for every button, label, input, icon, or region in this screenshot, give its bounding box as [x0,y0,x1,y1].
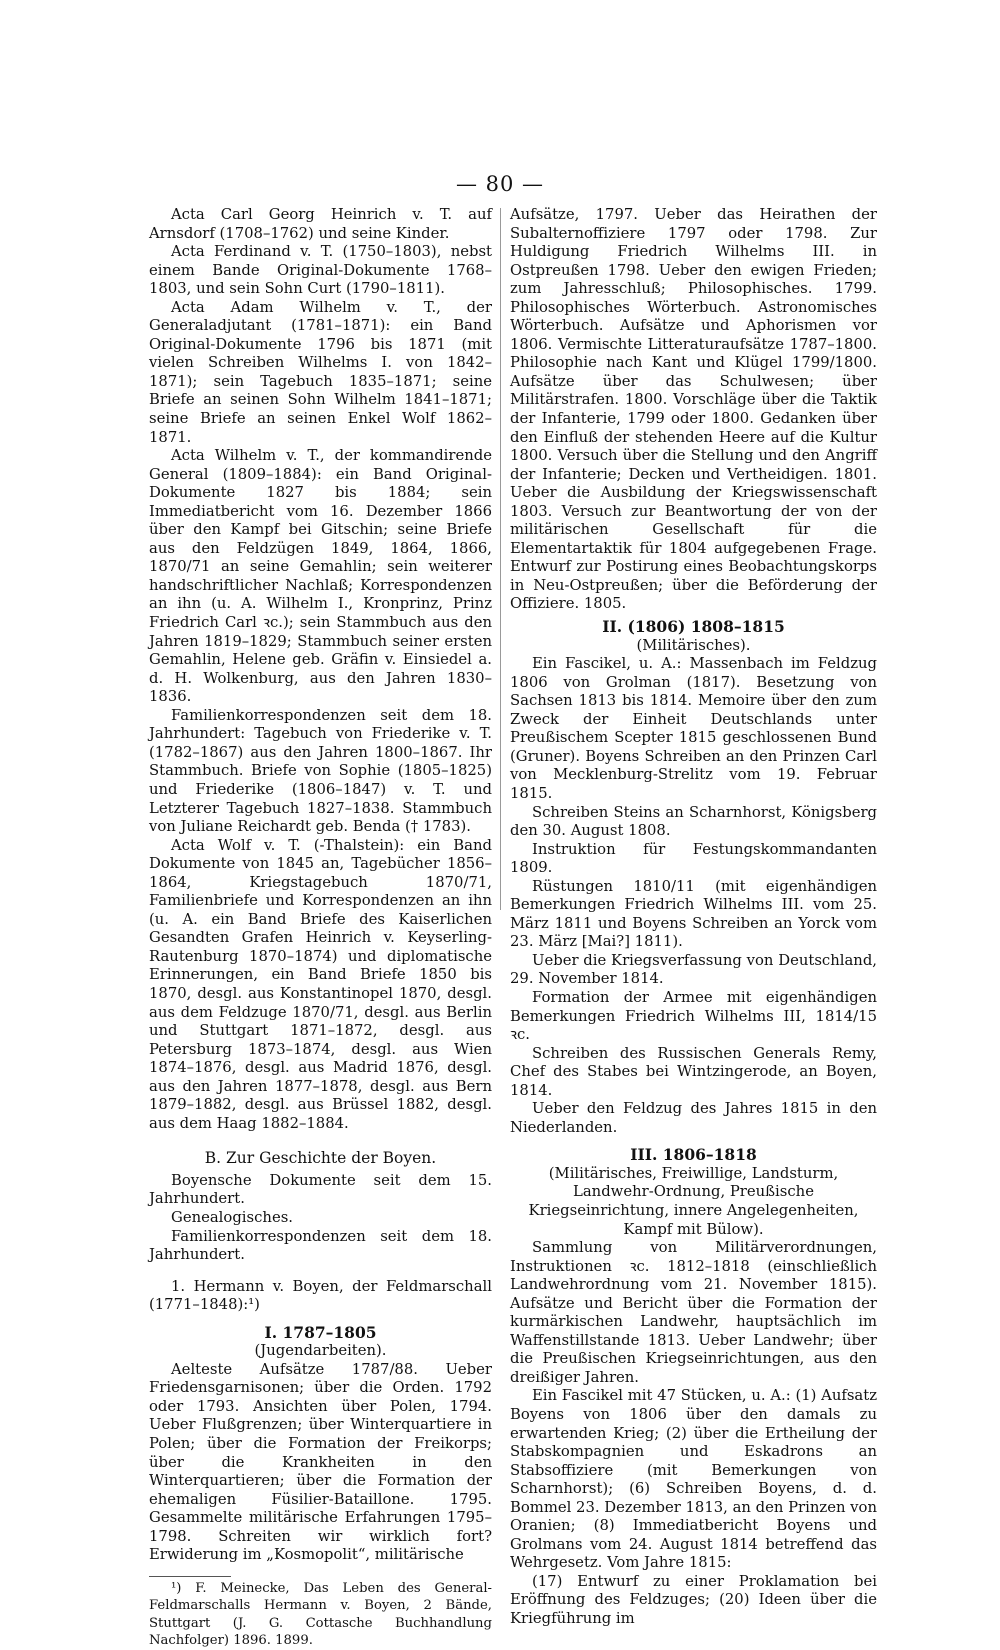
entry-adam-wilhelm: Acta Adam Wilhelm v. T., der Generaladjutant (1781–1871): ein Band Original-Dokumente 1796 bis 1871 (mit vielen Schreiben Wilhelms I. von 1842–1871); sein Tagebuch 1835–1871; seine Briefe an seinen Sohn Wilhelm 1841–1871; seine Briefe an seinen Enkel Wolf 1862–1871. [149,298,492,446]
entry-armaments: Rüstungen 1810/11 (mit eigenhändigen Bemerkungen Friedrich Wilhelms III. vom 25. März 1811 und Boyens Schreiben an Yorck vom 23. März [Mai?] 1811). [510,877,877,951]
section-heading-iii: III. 1806–1818 [630,1145,757,1165]
section-subheading-i: (Jugendarbeiten). [254,1342,387,1360]
entry-army-formation: Formation der Armee mit eigenhändigen Bemerkungen Friedrich Wilhelms III, 1814/15 ꝛc. [510,988,877,1044]
section-heading-ii: II. (1806) 1808–1815 [602,617,785,637]
entry-war-constitution: Ueber die Kriegsverfassung von Deutschland, 29. November 1814. [510,951,877,988]
entry-campaign-1815: Ueber den Feldzug des Jahres 1815 in den Niederlanden. [510,1100,877,1136]
section-subheading-ii: (Militärisches). [636,636,751,654]
entry-regulations: Sammlung von Militärverordnungen, Instruktionen ꝛc. 1812–1818 (einschließlich Landwehrordnung vom 21. November 1815). Aufsätze und Bericht über die Formation der kurmärkischen Landwehr, hauptsächlich im Waffenstillstande 1813. Ueber Landwehr; über die Preußischen Kriegseinrichtungen, aus den dreißiger Jahren. [510,1239,877,1386]
entry-fortress-instruction: Instruktion für Festungskommandanten 1809. [510,840,877,877]
entry-wilhelm-general: Acta Wilhelm v. T., der kommandirende General (1809–1884): ein Band Original-Dokumente 1827 bis 1884; sein Immediatbericht vom 16. Dezember 1866 über den Kampf bei Gitschin; seine Briefe aus den Feldzügen 1849, 1864, 1866, 1870/71 an seine Gemahlin; sein weiterer handschriftlicher Nachlaß; Korrespondenzen an ihn (u. A. Wilhelm I., Kronprinz, Prinz Friedrich Carl ꝛc.); sein Stammbuch aus den Jahren 1819–1829; Stammbuch seiner ersten Gemahlin, Helene geb. Gräfin v. Einsiedel a. d. H. Wolkenburg, aus den Jahren 1830–1836. [149,447,492,706]
b-item: Familienkorrespondenzen seit dem 18. Jahrhundert. [149,1227,492,1264]
entry-proclamation: (17) Entwurf zu einer Proklamation bei Eröffnung des Feldzuges; (20) Ideen über die Kriegführung im [510,1572,877,1628]
b-item: Boyensche Dokumente seit dem 15. Jahrhundert. [149,1171,492,1208]
b-item: Genealogisches. [171,1208,293,1226]
entry-remy-letter: Schreiben des Russischen Generals Remy, Chef des Stabes bei Wintzingerode, an Boyen, 1814. [510,1044,877,1099]
entry-fascicle-military: Ein Fascikel, u. A.: Massenbach im Feldzug 1806 von Grolman (1817). Besetzung von Sachsen 1813 bis 1814. Memoire über den zum Zweck der Einheit Deutschlands unter Preußischem Scepter 1815 geschlossenen Bund (Gruner). Boyens Schreiben an den Prinzen Carl von Mecklenburg-Strelitz vom 19. Februar 1815. [510,655,877,802]
right-column [510,206,877,1629]
page-number: — 80 — [455,172,545,196]
entry-fascicle-47: Ein Fascikel mit 47 Stücken, u. A.: (1) Aufsatz Boyens von 1806 über den damals zu erwartenden Krieg; (2) über die Ertheilung der Stabskompagnien und Eskadrons an Stabsoffiziere (mit Bemerkungen von Scharnhorst); (6) Schreiben Boyens, d. d. Bommel 23. Dezember 1813, an den Prinzen von Oranien; (8) Immediatbericht Boyens und Grolmans vom 24. August 1814 betreffend das Wehrgesetz. Vom Jahre 1815: [510,1387,877,1572]
left-column [149,206,492,1650]
entry-wolf: Acta Wolf v. T. (-Thalstein): ein Band Dokumente von 1845 an, Tagebücher 1856–1864, Kriegstagebuch 1870/71, Familienbriefe und Korrespondenzen an ihn (u. A. ein Band Briefe des Kaiserlichen Gesandten Grafen Heinrich v. Keyserling-Rautenburg 1870–1874) und diplomatische Erinnerungen, ein Band Briefe 1850 bis 1870, desgl. aus Konstantinopel 1870, desgl. aus dem Feldzuge 1870/71, desgl. aus Berlin und Stuttgart 1871–1872, desgl. aus Petersburg 1873–1874, desgl. aus Wien 1874–1876, desgl. aus Madrid 1876, desgl. aus den Jahren 1877–1878, desgl. aus Bern 1879–1882, desgl. aus Brüssel 1882, desgl. aus dem Haag 1882–1884. [149,836,492,1132]
entry-ferdinand: Acta Ferdinand v. T. (1750–1803), nebst einem Bande Original-Dokumente 1768–1803, und sein Sohn Curt (1790–1811). [149,243,492,298]
section-heading-b: B. Zur Geschichte der Boyen. [204,1149,437,1168]
hermann-heading: 1. Hermann v. Boyen, der Feldmarschall (1771–1848):¹) [149,1277,492,1314]
entry-carl-georg: Acta Carl Georg Heinrich v. T. auf Arnsdorf (1708–1762) und seine Kinder. [149,206,492,242]
footnote: ¹) F. Meinecke, Das Leben des General-Feldmarschalls Hermann v. Boyen, 2 Bände, Stuttgart (J. G. Cottasche Buchhandlung Nachfolger) 1896. 1899. [149,1580,492,1649]
entry-stein-letter: Schreiben Steins an Scharnhorst, Königsberg den 30. August 1808. [510,803,877,840]
column-divider [500,208,501,910]
section-heading-i: I. 1787–1805 [264,1322,377,1342]
entry-youth-works: Aelteste Aufsätze 1787/88. Ueber Friedensgarnisonen; über die Orden. 1792 oder 1793. Ansichten über Polen, 1794. Ueber Flußgrenzen; über Winterquartiere in Polen; über die Formation der Freikorps; über die Krankheiten in den Winterquartieren; über die Formation der ehemaligen Füsilier-Bataillone. 1795. Gesammelte militärische Erfahrungen 1795–1798. Schreiten wir wirklich fort? Erwiderung im „Kosmopolit“, militärische [149,1360,492,1564]
section-subheading-iii: (Militärisches, Freiwillige, Landsturm, Landwehr-Ordnung, Preußische Kriegseinrichtung, innere Angelegenheiten, Kampf mit Bülow). [528,1164,859,1238]
footnote-rule [149,1576,231,1577]
entry-family-correspondence: Familienkorrespondenzen seit dem 18. Jahrhundert: Tagebuch von Friederike v. T. (1782–1867) aus den Jahren 1800–1867. Ihr Stammbuch. Briefe von Sophie (1805–1825) und Friederike (1806–1847) v. T. und Letzterer Tagebuch 1827–1838. Stammbuch von Juliane Reichardt geb. Benda († 1783). [149,706,492,836]
entry-essays-continued: Aufsätze, 1797. Ueber das Heirathen der Subalternoffiziere 1797 oder 1798. Zur Huldigung Friedrich Wilhelms III. in Ostpreußen 1798. Ueber den ewigen Frieden; zum Jahresschluß; Philosophisches. 1799. Philosophisches Wörterbuch. Astronomisches Wörterbuch. Aufsätze und Aphorismen vor 1806. Vermischte Litteraturaufsätze 1787–1800. Philosophie nach Kant und Klügel 1799/1800. Aufsätze über das Schulwesen; über Militärstrafen. 1800. Vorschläge über die Taktik der Infanterie, 1799 oder 1800. Gedanken über den Einfluß der stehenden Heere auf die Kultur 1800. Versuch über die Stellung und den Angriff der Infanterie; Decken und Vertheidigen. 1801. Ueber die Ausbildung der Kriegswissenschaft 1803. Versuch zur Beantwortung der von der militärischen Gesellschaft für die Elementartaktik für 1804 aufgegebenen Frage. Entwurf zur Postirung eines Beobachtungskorps in Neu-Ostpreußen; über die Beförderung der Offiziere. 1805. [510,206,877,613]
